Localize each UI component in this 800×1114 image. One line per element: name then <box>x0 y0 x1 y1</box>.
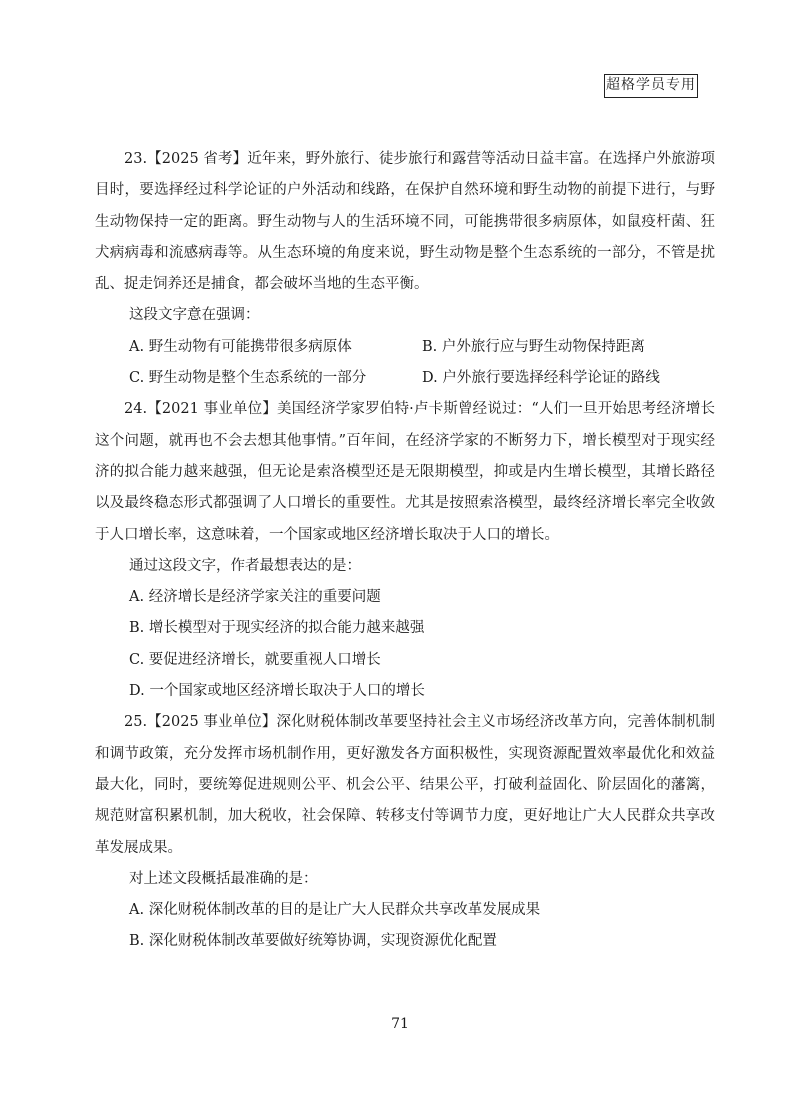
usage-badge: 超格学员专用 <box>604 74 698 98</box>
question-25 <box>95 707 715 957</box>
page-content <box>95 144 715 958</box>
question-stem: 25.【2025 事业单位】深化财税体制改革要坚持社会主义市场经济改革方向，完善体制机制和调节政策，充分发挥市场机制作用，更好激发各方面积极性，实现资源配置效率最优化和效益最大化，同时，要统筹促进规则公平、机会公平、结果公平，打破利益固化、阶层固化的藩篱，规范财富积累机制，加大税收，社会保障、转移支付等调节力度，更好地让广大人民群众共享改革发展成果。 <box>95 714 715 856</box>
option-row <box>95 363 715 394</box>
question-stem: 23.【2025 省考】近年来，野外旅行、徒步旅行和露营等活动日益丰富。在选择户外旅游项目时，要选择经过科学论证的户外活动和线路，在保护自然环境和野生动物的前提下进行，与野生动物保持一定的距离。野生动物与人的生活环境不同，可能携带很多病原体，如鼠疫杆菌、狂犬病病毒和流感病毒等。从生态环境的角度来说，野生动物是整个生态系统的一部分，不管是扰乱、捉走饲养还是捕食，都会破坏当地的生态平衡。 <box>95 151 715 293</box>
option-row <box>95 332 715 363</box>
option-b: B. 增长模型对于现实经济的拟合能力越来越强 <box>129 620 425 637</box>
option-d: D. 一个国家或地区经济增长取决于人口的增长 <box>129 683 425 700</box>
option-c: C. 要促进经济增长，就要重视人口增长 <box>129 651 381 668</box>
question-stem: 24.【2021 事业单位】美国经济学家罗伯特·卢卡斯曾经说过：“人们一旦开始思考经济增长这个问题，就再也不会去想其他事情。”百年间，在经济学家的不断努力下，增长模型对于现实经济的拟合能力越来越强，但无论是索洛模型还是无限期模型，抑或是内生增长模型，其增长路径以及最终稳态形式都强调了人口增长的重要性。尤其是按照索洛模型，最终经济增长率完全收敛于人口增长率，这意味着，一个国家或地区经济增长取决于人口的增长。 <box>95 401 715 543</box>
page-number: 71 <box>391 1016 409 1032</box>
option-a: A. 经济增长是经济学家关注的重要问题 <box>129 589 381 606</box>
option-d: D. 户外旅行要选择经科学论证的路线 <box>422 370 660 387</box>
option-a: A. 深化财税体制改革的目的是让广大人民群众共享改革发展成果 <box>129 902 541 919</box>
option-c: C. 野生动物是整个生态系统的一部分 <box>129 370 367 387</box>
option-b: B. 深化财税体制改革要做好统筹协调，实现资源优化配置 <box>129 933 497 950</box>
question-prompt: 对上述文段概括最准确的是： <box>129 870 318 887</box>
question-23 <box>95 144 715 394</box>
question-prompt: 这段文字意在强调： <box>129 307 260 324</box>
question-24 <box>95 394 715 707</box>
question-prompt: 通过这段文字，作者最想表达的是： <box>129 557 361 574</box>
option-b: B. 户外旅行应与野生动物保持距离 <box>422 338 645 355</box>
option-a: A. 野生动物有可能携带很多病原体 <box>129 338 352 355</box>
